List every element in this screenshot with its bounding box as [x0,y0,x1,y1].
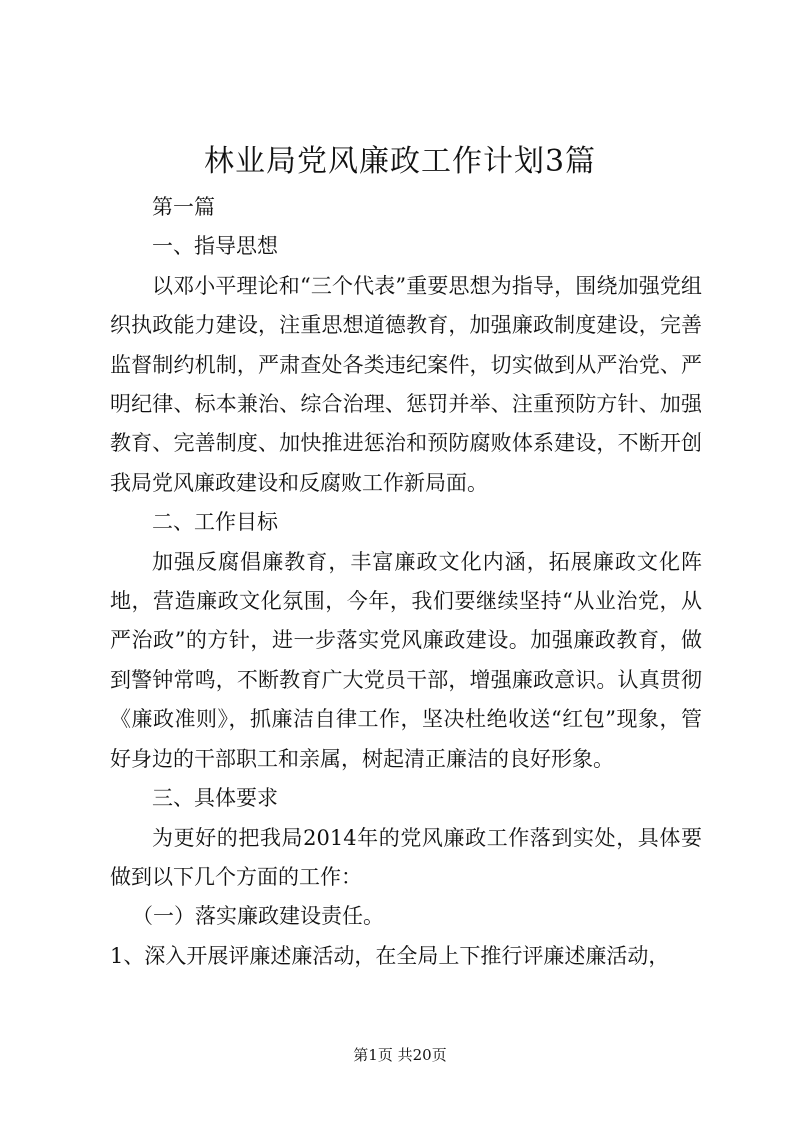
section-heading-specific-requirements: 三、具体要求 [152,786,278,811]
section-heading-work-goals: 二、工作目标 [152,510,278,535]
document-body [110,188,702,976]
list-item-1: 1、深入开展评廉述廉活动，在全局上下推行评廉述廉活动， [110,943,670,968]
paragraph-work-goals: 加强反腐倡廉教育，丰富廉政文化内涵，拓展廉政文化阵地，营造廉政文化氛围，今年，我们要继续坚持“从业治党，从严治政”的方针，进一步落实党风廉政建设。加强廉政教育，做到警钟常鸣，不断教育广大党员干部，增强廉政意识。认真贯彻《廉政准则》，抓廉洁自律工作，坚决杜绝收送“红包”现象，管好身边的干部职工和亲属，树起清正廉洁的良好形象。 [110,549,702,771]
section-heading-guiding-ideology: 一、指导思想 [152,234,278,259]
section-heading-part-one: 第一篇 [152,195,215,219]
document-title: 林业局党风廉政工作计划3篇 [203,144,597,179]
page-number-footer: 第1页 共20页 [353,1046,447,1064]
subsection-heading-responsibility: （一）落实廉政建设责任。 [132,904,384,929]
paragraph-guiding-ideology: 以邓小平理论和“三个代表”重要思想为指导，围绕加强党组织执政能力建设，注重思想道德教育，加强廉政制度建设，完善监督制约机制，严肃查处各类违纪案件，切实做到从严治党、严明纪律、标本兼治、综合治理、惩罚并举、注重预防方针、加强教育、完善制度、加快推进惩治和预防腐败体系建设，不断开创我局党风廉政建设和反腐败工作新局面。 [110,273,702,495]
paragraph-specific-requirements: 为更好的把我局2014年的党风廉政工作落到实处，具体要做到以下几个方面的工作： [110,825,702,889]
